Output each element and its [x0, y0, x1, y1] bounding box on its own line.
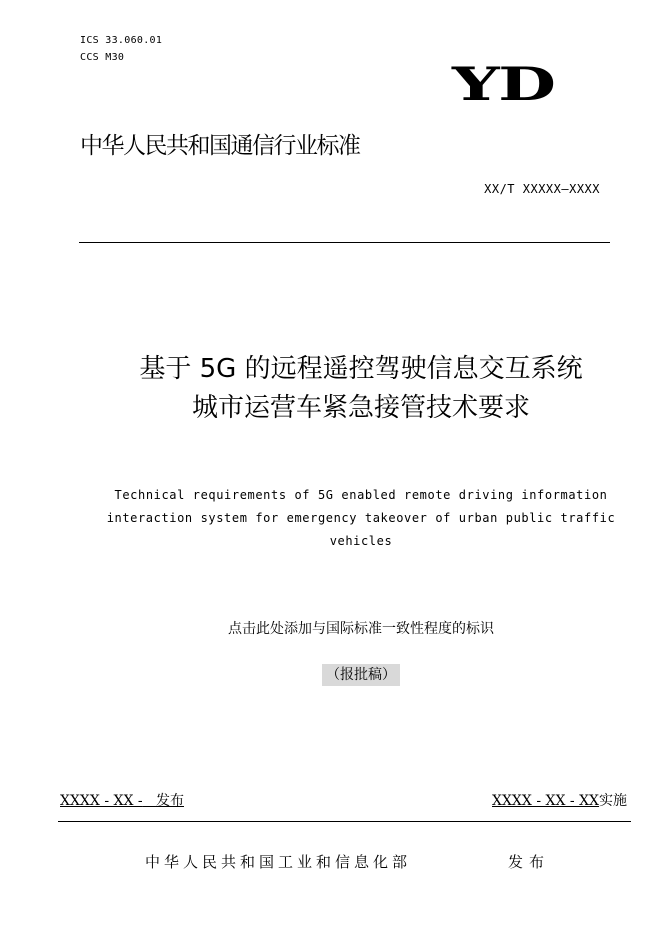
industry-standard-title: 中华人民共和国通信行业标准	[80, 133, 360, 159]
footer-publish: 发布	[508, 853, 551, 871]
implement-date-line	[492, 791, 627, 811]
ccs-code: CCS M30	[80, 52, 125, 63]
implement-label: 实施	[599, 793, 627, 809]
yd-logo: YD	[452, 57, 555, 111]
draft-status-wrap	[0, 664, 662, 686]
draft-status[interactable]: （报批稿）	[322, 664, 400, 686]
title-en-line2: interaction system for emergency takeover of urban public traffic	[106, 511, 616, 525]
title-zh-line1: 基于 5G 的远程遥控驾驶信息交互系统	[139, 354, 583, 384]
footer-divider	[58, 821, 631, 822]
publish-label: 发布	[155, 793, 184, 809]
header-divider	[79, 242, 610, 243]
title-zh-line2: 城市运营车紧急接管技术要求	[191, 393, 530, 423]
implement-date[interactable]: XXXX - XX - XX	[492, 793, 599, 809]
publish-date-line	[60, 791, 184, 811]
title-en-line1: Technical requirements of 5G enabled remote driving information	[114, 488, 608, 502]
intl-consistency-field[interactable]: 点击此处添加与国际标准一致性程度的标识	[228, 621, 494, 637]
standard-number: XX/T XXXXX—XXXX	[484, 182, 600, 196]
ministry-name: 中华人民共和国工业和信息化部	[145, 853, 412, 871]
publish-date[interactable]: XXXX - XX -	[60, 793, 143, 809]
ics-code: ICS 33.060.01	[80, 35, 163, 46]
title-en-line3: vehicles	[329, 534, 393, 548]
